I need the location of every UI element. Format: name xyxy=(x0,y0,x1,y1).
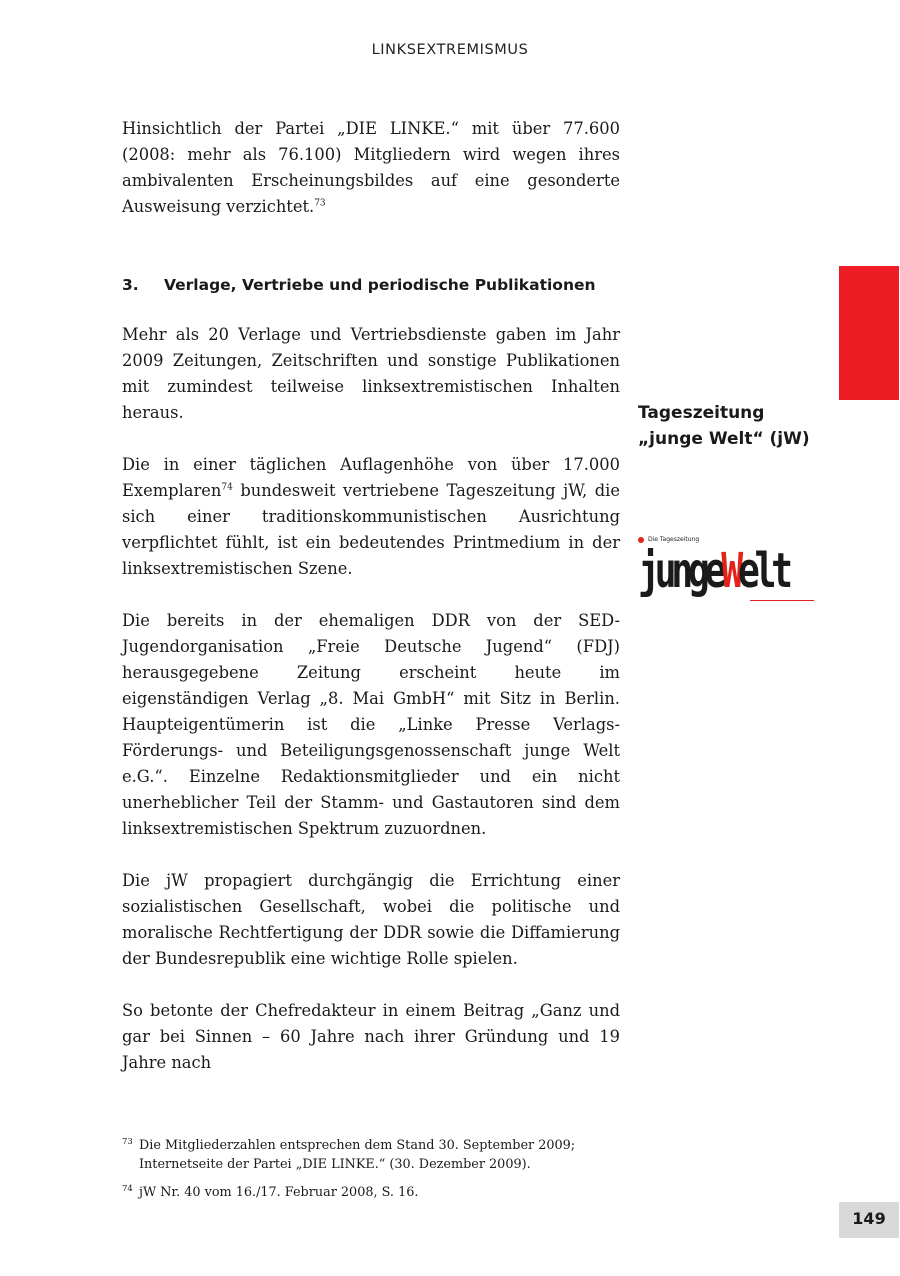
section-heading xyxy=(122,272,620,298)
margin-note-line1: Tageszeitung xyxy=(638,403,765,423)
footnote-74 xyxy=(122,1183,620,1202)
main-text-column xyxy=(122,116,620,1102)
paragraph-text: Hinsichtlich der Partei „DIE LINKE.“ mit über 77.600 (2008: mehr als 76.100) Mitgliedern wird wegen ihres ambivalenten Erscheinungsbildes auf eine gesonderte Ausweisung verzichtet. xyxy=(122,119,620,216)
footnote-text: Die Mitgliederzahlen entsprechen dem Stand 30. September 2009; Internetseite der Partei „DIE LINKE.“ (30. Dezember 2009). xyxy=(139,1138,576,1172)
logo-letter-w: W xyxy=(721,543,738,599)
paragraph-publishers: Mehr als 20 Verlage und Vertriebsdienste gaben im Jahr 2009 Zeitungen, Zeitschriften und sonstige Publikationen mit zumindest teilweise linksextremistischen Inhalten heraus. xyxy=(122,325,620,422)
section-title: Verlage, Vertriebe und periodische Publikationen xyxy=(164,276,596,294)
footnotes xyxy=(122,1136,620,1211)
footnote-number: 74 xyxy=(122,1184,133,1194)
running-header: LINKSEXTREMISMUS xyxy=(371,42,529,58)
footnote-73 xyxy=(122,1136,620,1174)
paragraph-text-part1: Die in einer täglichen Auflagenhöhe von über 17.000 Exemplaren xyxy=(122,455,620,500)
footnote-ref-73[interactable]: 73 xyxy=(314,198,326,209)
margin-note xyxy=(638,400,838,452)
logo-underline xyxy=(750,600,814,601)
logo-subtitle-text: Die Tageszeitung xyxy=(648,536,700,543)
footnote-ref-74[interactable]: 74 xyxy=(221,482,233,493)
paragraph-circulation xyxy=(122,452,620,582)
logo-word-junge: junge xyxy=(638,543,722,599)
footnote-text: jW Nr. 40 vom 16./17. Februar 2008, S. 16. xyxy=(139,1185,419,1200)
logo-word-elt: elt xyxy=(737,543,788,599)
paragraph-propaganda: Die jW propagiert durchgängig die Errichtung einer sozialistischen Gesellschaft, wobei die politische und moralische Rechtfertigung der DDR sowie die Diffamierung der Bundesrepublik eine wichtige Rolle spielen. xyxy=(122,871,620,968)
paragraph-text-part2: bundesweit vertriebene Tageszeitung jW, die sich einer traditionskommunistischen Ausrichtung verpflichtet fühlt, ist ein bedeutendes Printmedium in der linksextremistischen Szene. xyxy=(122,481,620,578)
paragraph-history: Die bereits in der ehemaligen DDR von der SED-Jugendorganisation „Freie Deutsche Jugend“ (FDJ) herausgegebene Zeitung erscheint heute im eigenständigen Verlag „8. Mai GmbH“ mit Sitz in Berlin. Haupteigentümerin ist die „Linke Presse Verlags-Förderungs- und Beteiligungsgenossenschaft junge Welt e.G.“. Einzelne Redaktionsmitglieder und ein nicht unerheblicher Teil der Stamm- und Gastautoren sind dem linksextremistischen Spektrum zuzuordnen. xyxy=(122,611,620,838)
chapter-color-tab xyxy=(839,266,899,400)
section-number: 3. xyxy=(122,276,139,294)
page-number: 149 xyxy=(839,1202,899,1238)
margin-note-line2: „junge Welt“ (jW) xyxy=(638,429,810,449)
paragraph-editor-quote: So betonte der Chefredakteur in einem Beitrag „Ganz und gar bei Sinnen – 60 Jahre nach ihrer Gründung und 19 Jahre nach xyxy=(122,1001,620,1072)
junge-welt-logo xyxy=(638,534,816,602)
footnote-number: 73 xyxy=(122,1137,133,1147)
logo-wordmark xyxy=(638,542,788,600)
paragraph-party-members xyxy=(122,116,620,220)
